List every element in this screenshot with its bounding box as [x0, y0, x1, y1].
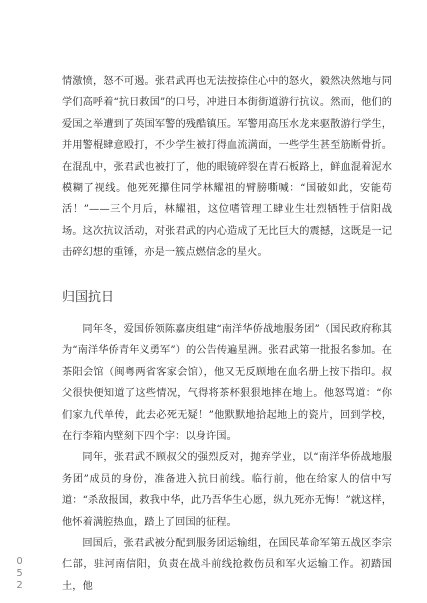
paragraph: 回国后，张君武被分配到服务团运输组，在国民革命军第五战区李宗仁部，驻河南信阳，负责在战斗前线抢救伤员和军火运输工作。初踏国土，他	[62, 538, 392, 592]
page-number: 052	[14, 556, 25, 592]
paragraph: 同年，张君武不顾叔父的强烈反对，抛弃学业，以“南洋华侨战地服务团”成员的身份，准备进入抗日前线。临行前，他在给家人的信中写道：“杀敌报国，救我中华，此乃吾华生心愿，纵九死亦无悔！”就这样，他怀着满腔热血，踏上了回国的征程。	[62, 452, 392, 528]
section-heading: 归国抗日	[62, 290, 115, 305]
continued-paragraph-block	[62, 71, 392, 264]
continued-paragraph: 情激愤，怒不可遏。张君武再也无法按捺住心中的怒火，毅然决然地与同学们高呼着“抗日救国”的口号，冲进日本街街道游行抗议。然而，他们的爱国之举遭到了英国军警的残酷镇压。军警用高压水龙来驱散游行学生，并用警棍肆意殴打，不少学生被打得血流满面，一些学生甚至筋断骨折。在混乱中，张君武也被打了，他的眼镜碎裂在青石板路上，鲜血混着泥水模糊了视线。他死死攥住同学林耀祖的臂膀嘶喊：“国破如此，安能苟活！”——三个月后，林耀祖，这位嗜管理工肆业生壮烈牺牲于信阳战场。这次抗议活动，对张君武的内心造成了无比巨大的震撼，这既是一记击碎幻想的重锤，亦是一簇点燃信念的星火。	[62, 76, 392, 259]
paragraph: 同年冬，爱国侨领陈嘉庚组建“南洋华侨战地服务团”（国民政府称其为“南洋华侨青年义勇军”）的公告传遍星洲。张君武第一批报名参加。在茶阳会馆（闽粤两省客家会馆），他又无反顾地在血名册上按下指印。叔父很快便知道了这些情况，气得将茶杯狠狠地摔在地上。他怒骂道：“你们家九代单传，此去必死无疑！”他默默地拾起地上的瓷片，回到学校，在行李箱内壁刻下四个字：以身许国。	[62, 324, 392, 443]
section-body	[62, 319, 392, 597]
